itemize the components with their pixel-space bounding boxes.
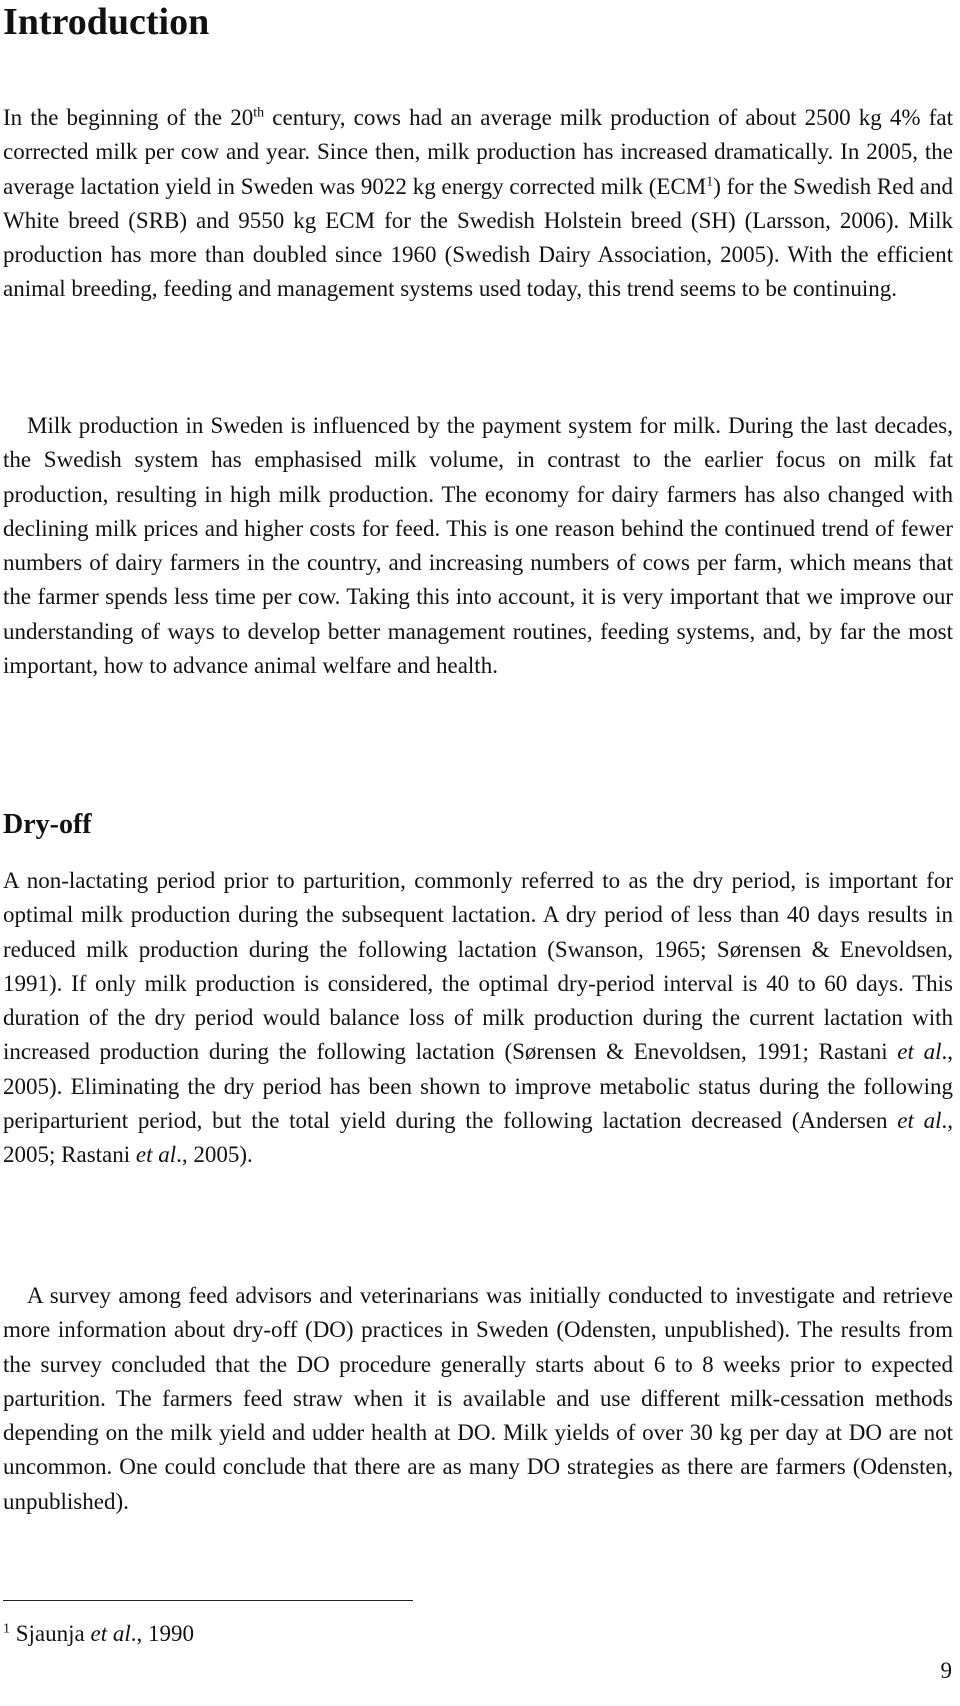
footnote <box>3 1619 194 1649</box>
text-run: century, cows had an average milk production of about 2500 kg 4% fat corrected milk per cow and year. Since then, milk production has increased dramatically. In 2005, the average lactation yield in Sweden was 9022 kg energy corrected milk (ECM <box>3 105 953 199</box>
text-run: ., 2005). <box>176 1142 253 1168</box>
section-heading-dry-off: Dry-off <box>3 809 92 840</box>
intro-paragraph-1 <box>3 101 953 307</box>
text-run: ., 1990 <box>130 1621 194 1646</box>
text-run: ) for the Swedish Red and White breed (SRB) and 9550 kg ECM for the Swedish Holstein breed (SH) (Larsson, 2006). Milk production has more than doubled since 1960 (Swedish Dairy Association, 2005). With the efficient animal breeding, feeding and management systems used today, this trend seems to be continuing. <box>3 173 953 302</box>
italic-et-al: et al <box>897 1108 942 1134</box>
dry-off-paragraph-1 <box>3 864 953 1173</box>
text-run: In the beginning of the 20 <box>3 105 254 130</box>
italic-et-al: et al <box>897 1039 942 1065</box>
superscript-th: th <box>253 105 265 121</box>
text-run: A non-lactating period prior to parturition, commonly referred to as the dry period, is important for optimal milk production during the subsequent lactation. A dry period of less than 40 days results in reduced milk production during the following lactation (Swanson, 1965; Sørensen & Enevoldsen, 1991). If only milk production is considered, the optimal dry-period interval is 40 to 60 days. This duration of the dry period would balance loss of milk production during the current lactation with increased production during the following lactation (Sørensen & Enevoldsen, 1991; Rastani <box>3 868 953 1065</box>
text-run: ., 2005). Eliminating the dry period has been shown to improve metabolic status during the following periparturient period, but the total yield during the following lactation decreased (Andersen <box>3 1039 953 1134</box>
italic-et-al: et al <box>135 1142 177 1168</box>
page-number: 9 <box>940 1658 952 1683</box>
dry-off-paragraph-2: A survey among feed advisors and veterinarians was initially conducted to investigate and retrieve more information about dry-off (DO) practices in Sweden (Odensten, unpublished). The results from the survey concluded that the DO procedure generally starts about 6 to 8 weeks prior to expected parturition. The farmers feed straw when it is available and use different milk-cessation methods depending on the milk yield and udder health at DO. Milk yields of over 30 kg per day at DO are not uncommon. One could conclude that there are as many DO strategies as there are farmers (Odensten, unpublished). <box>3 1283 953 1514</box>
text-run: Sjaunja <box>10 1621 91 1646</box>
footnote-reference[interactable]: 1 <box>706 173 714 189</box>
section-heading-introduction: Introduction <box>3 1 210 43</box>
footnote-number: 1 <box>3 1621 10 1637</box>
text-run: ., 2005; Rastani <box>3 1108 953 1168</box>
intro-paragraph-2: Milk production in Sweden is influenced by the payment system for milk. During the last decades, the Swedish system has emphasised milk volume, in contrast to the earlier focus on milk fat production, resulting in high milk production. The economy for dairy farmers has also changed with declining milk prices and higher costs for feed. This is one reason behind the continued trend of fewer numbers of dairy farmers in the country, and increasing numbers of cows per farm, which means that the farmer spends less time per cow. Taking this into account, it is very important that we improve our understanding of ways to develop better management routines, feeding systems, and, by far the most important, how to advance animal welfare and health. <box>3 413 953 679</box>
italic-et-al: et al <box>90 1621 131 1646</box>
footnote-separator <box>3 1600 413 1601</box>
